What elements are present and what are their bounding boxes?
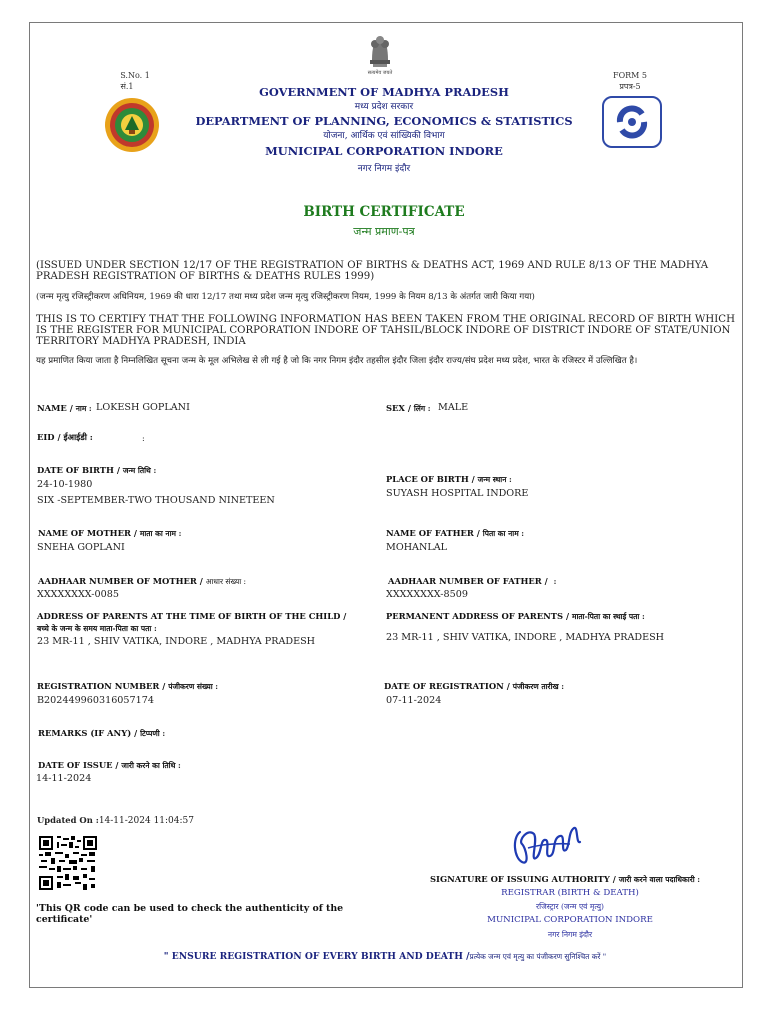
permanent-address-value: 23 MR-11 , SHIV VATIKA, INDORE , MADHYA PRADESH xyxy=(386,632,665,643)
form-number: FORM 5 xyxy=(613,71,647,80)
registration-date-value: 07-11-2024 xyxy=(386,695,442,706)
issued-under-text-hi: (जन्म मृत्यु रजिस्ट्रीकरण अधिनियम, 1969 की धारा 12/17 तथा मध्य प्रदेश जन्म मृत्यु रजिस्ट्रीकरण नियम, 1999 के नियम 8/13 के अंतर्गत जारी किया गया) xyxy=(36,292,535,302)
mother-name-label: NAME OF MOTHER / माता का नाम : xyxy=(38,528,182,538)
pob-label: PLACE OF BIRTH / जन्म स्थान : xyxy=(386,474,512,484)
aadhaar-mother-value: XXXXXXXX-0085 xyxy=(37,589,119,600)
registrar-org-hi: नगर निगम इंदौर xyxy=(547,930,593,939)
qr-note: 'This QR code can be used to check the authenticity of the certificate' xyxy=(36,903,344,925)
issued-under-text: (ISSUED UNDER SECTION 12/17 OF THE REGISTRATION OF BIRTHS & DEATHS ACT, 1969 AND RULE 8/13 OF THE MADHYA PRADESH REGISTRATION OF BIRTHS & DEATHS RULES 1999) xyxy=(36,260,709,282)
madhya-pradesh-emblem-icon xyxy=(103,96,161,154)
birth-address-label-hi: बच्चे के जन्म के समय माता-पिता का पता : xyxy=(37,624,157,633)
father-name-value: MOHANLAL xyxy=(386,542,448,553)
certify-text: THIS IS TO CERTIFY THAT THE FOLLOWING INFORMATION HAS BEEN TAKEN FROM THE ORIGINAL RECORD OF BIRTH WHICH IS THE REGISTER FOR MUNICIPAL CORPORATION INDORE OF TAHSIL/BLOCK INDORE OF DISTRICT INDORE OF STATE/UNION TERRITORY MADHYA PRADESH, INDIA xyxy=(36,314,735,347)
permanent-address-label: PERMANENT ADDRESS OF PARENTS / माता-पिता का स्थाई पता : xyxy=(386,611,645,621)
census-logo-icon xyxy=(602,96,662,148)
pob-value: SUYASH HOSPITAL INDORE xyxy=(386,488,529,499)
municipal-title-hi: नगर निगम इंदौर xyxy=(357,164,411,174)
form-number-hi: प्रपत्र-5 xyxy=(619,82,641,91)
aadhaar-father-value: XXXXXXXX-8509 xyxy=(386,589,468,600)
mother-name-value: SNEHA GOPLANI xyxy=(37,542,125,553)
registrar-title: REGISTRAR (BIRTH & DEATH) xyxy=(501,888,639,898)
municipal-title: MUNICIPAL CORPORATION INDORE xyxy=(265,144,503,158)
registration-date-label: DATE OF REGISTRATION / पंजीकरण तारीख : xyxy=(384,681,565,691)
serial-number: S.No. 1 xyxy=(120,71,150,80)
aadhaar-father-label: AADHAAR NUMBER OF FATHER / : xyxy=(388,576,557,586)
name-label: NAME / नाम : xyxy=(37,403,92,413)
birth-address-value: 23 MR-11 , SHIV VATIKA, INDORE , MADHYA PRADESH xyxy=(37,636,316,647)
issue-date-label: DATE OF ISSUE / जारी करने का तिथि : xyxy=(38,760,181,770)
government-title: GOVERNMENT OF MADHYA PRADESH xyxy=(259,85,509,99)
sex-value: MALE xyxy=(438,402,469,413)
father-name-label: NAME OF FATHER / पिता का नाम : xyxy=(386,528,525,538)
emblem-motto: सत्यमेव जयते xyxy=(367,70,393,76)
eid-label: EID / ईआईडी : xyxy=(37,432,93,442)
birth-address-label: ADDRESS OF PARENTS AT THE TIME OF BIRTH OF THE CHILD / xyxy=(37,611,347,621)
registration-number-label: REGISTRATION NUMBER / पंजीकरण संख्या : xyxy=(37,681,219,691)
aadhaar-mother-label: AADHAAR NUMBER OF MOTHER / आधार संख्या : xyxy=(38,576,247,586)
dob-words: SIX -SEPTEMBER-TWO THOUSAND NINETEEN xyxy=(37,495,275,506)
remarks-label: REMARKS (IF ANY) / टिप्पणी : xyxy=(38,728,166,738)
qr-code-icon[interactable] xyxy=(39,836,97,890)
dob-value: 24-10-1980 xyxy=(37,479,93,490)
certificate-title: BIRTH CERTIFICATE xyxy=(303,204,465,220)
dob-label: DATE OF BIRTH / जन्म तिथि : xyxy=(37,465,157,475)
serial-number-hi: सं.1 xyxy=(120,82,134,91)
government-title-hi: मध्य प्रदेश सरकार xyxy=(354,102,414,112)
department-title: DEPARTMENT OF PLANNING, ECONOMICS & STATISTICS xyxy=(195,114,573,128)
department-title-hi: योजना, आर्थिक एवं सांख्यिकी विभाग xyxy=(323,131,445,141)
handwritten-signature-icon xyxy=(508,818,588,872)
name-value: LOKESH GOPLANI xyxy=(96,402,190,413)
registration-number-value: B202449960316057174 xyxy=(37,695,154,706)
certify-text-hi: यह प्रमाणित किया जाता है निम्नलिखित सूचना जन्म के मूल अभिलेख से ली गई है जो कि नगर निगम इंदौर तहसील इंदौर जिला इंदौर राज्य/संघ प्रदेश मध्य प्रदेश, भारत के रजिस्टर में उल्लिखित है। xyxy=(36,356,638,366)
updated-on: Updated On :14-11-2024 11:04:57 xyxy=(37,815,194,826)
sex-label: SEX / लिंग : xyxy=(386,403,431,413)
signature-authority-label: SIGNATURE OF ISSUING AUTHORITY / जारी करने वाला पदाधिकारी : xyxy=(430,874,701,884)
registrar-title-hi: रजिस्ट्रार (जन्म एवं मृत्यु) xyxy=(536,902,604,911)
issue-date-value: 14-11-2024 xyxy=(36,773,92,784)
certificate-title-hi: जन्म प्रमाण-पत्र xyxy=(353,225,415,238)
eid-value: : xyxy=(142,434,145,443)
registration-slogan: " ENSURE REGISTRATION OF EVERY BIRTH AND DEATH /प्रत्येक जन्म एवं मृत्यु का पंजीकरण सुनिश्चित करें " xyxy=(163,951,607,962)
registrar-org: MUNICIPAL CORPORATION INDORE xyxy=(487,915,653,925)
